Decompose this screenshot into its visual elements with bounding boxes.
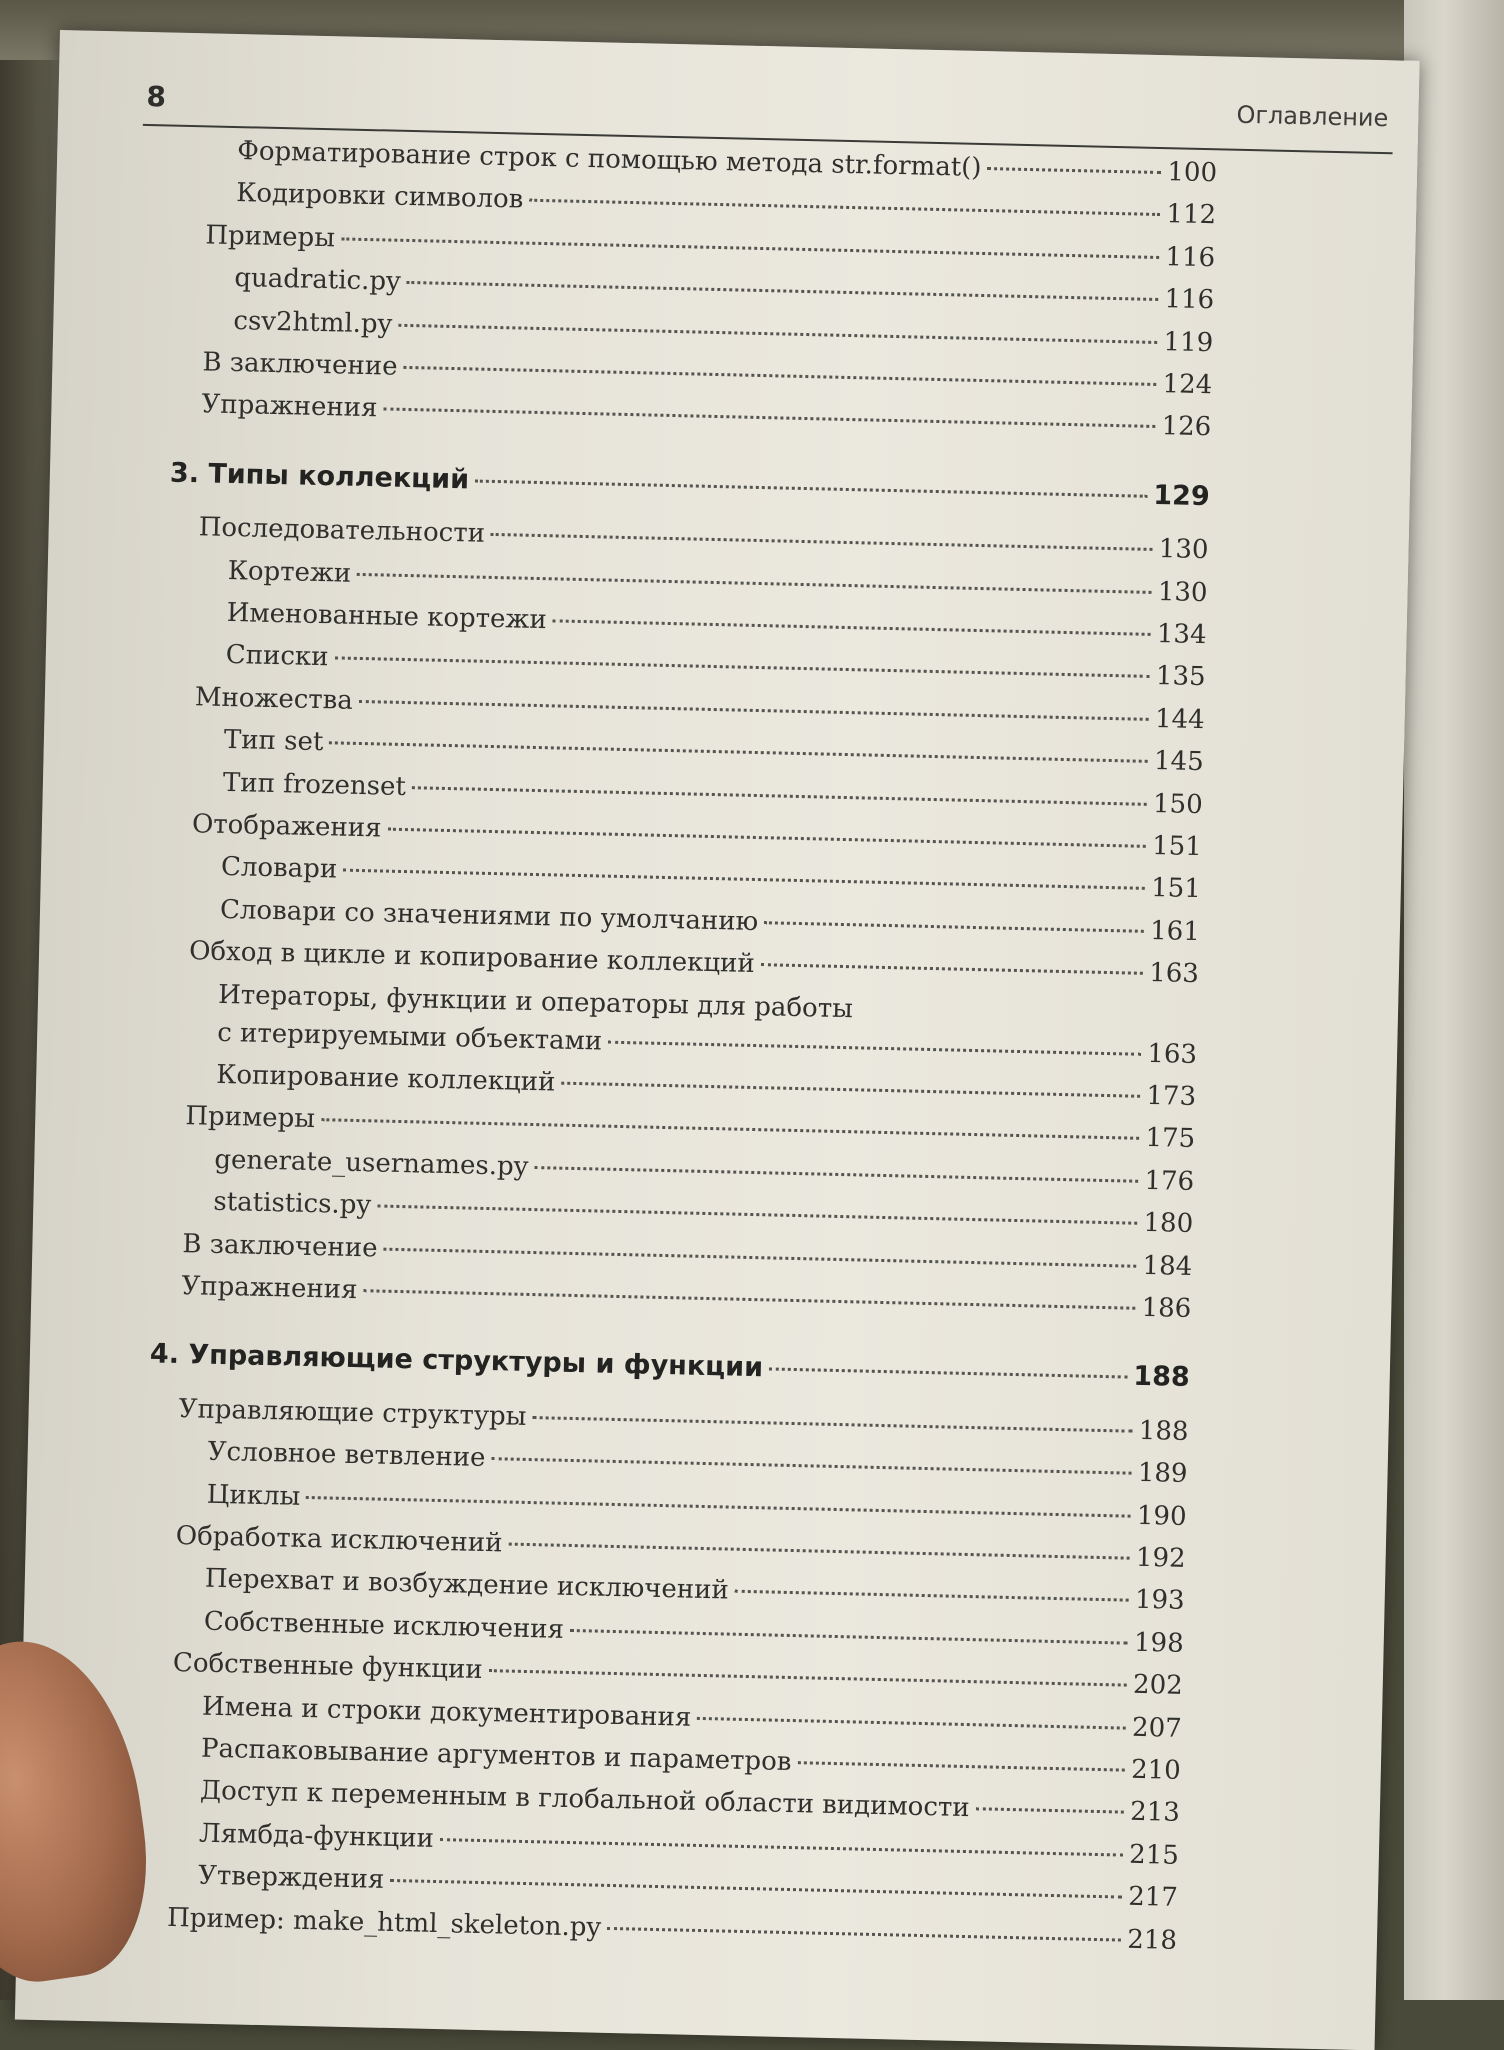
toc-entry-title: Имена и строки документирования bbox=[201, 1691, 692, 1733]
dot-leader bbox=[383, 408, 1155, 429]
toc-entry-title: Множества bbox=[194, 682, 354, 716]
toc-chapter bbox=[150, 1339, 1190, 1394]
toc-entry-page: 173 bbox=[1146, 1080, 1197, 1113]
toc-entry-title: statistics.py bbox=[213, 1186, 372, 1221]
toc-entry-title: Словари bbox=[220, 852, 338, 885]
toc-entry bbox=[226, 640, 1206, 692]
toc-entry-page: 180 bbox=[1143, 1208, 1194, 1240]
backdrop-right bbox=[1404, 0, 1504, 2000]
toc-entry-page: 188 bbox=[1132, 1361, 1191, 1394]
toc-entry-page: 129 bbox=[1153, 479, 1211, 512]
toc-entry-title: 3. Типы коллекций bbox=[169, 457, 470, 496]
toc-entry-title: Последовательности bbox=[198, 512, 486, 549]
toc-entry-title: Кодировки символов bbox=[235, 178, 524, 215]
toc-entry bbox=[200, 1776, 1180, 1828]
toc-entry-page: 161 bbox=[1149, 915, 1201, 947]
toc-entry bbox=[227, 556, 1207, 608]
toc-entry bbox=[206, 1479, 1186, 1531]
dot-leader bbox=[607, 1926, 1121, 1941]
dot-leader bbox=[491, 1457, 1131, 1475]
dot-leader bbox=[553, 619, 1151, 636]
dot-leader bbox=[403, 366, 1156, 386]
dot-leader bbox=[976, 1808, 1125, 1814]
book-page bbox=[15, 30, 1420, 2050]
toc-entry bbox=[205, 1564, 1185, 1616]
toc-entry-title: Управляющие структуры bbox=[178, 1393, 527, 1432]
toc-entry bbox=[223, 767, 1203, 819]
dot-leader bbox=[440, 1838, 1123, 1857]
dot-leader bbox=[357, 572, 1152, 593]
dot-leader bbox=[306, 1496, 1131, 1518]
toc-chapter bbox=[170, 457, 1210, 512]
toc-entry-title: Примеры bbox=[205, 220, 336, 254]
toc-entry-title: Примеры bbox=[185, 1101, 316, 1135]
toc-entry-page: 186 bbox=[1141, 1292, 1192, 1324]
toc-entry bbox=[234, 263, 1214, 315]
toc-entry-page: 213 bbox=[1129, 1797, 1181, 1829]
toc-entry bbox=[201, 1734, 1181, 1786]
toc-entry-title: Обработка исключений bbox=[175, 1521, 503, 1559]
toc-entry-page: 119 bbox=[1163, 326, 1214, 358]
toc-entry-title: Списки bbox=[225, 640, 329, 673]
dot-leader bbox=[377, 1205, 1138, 1225]
toc-entry-title: Форматирование строк с помощью метода str.format() bbox=[236, 136, 982, 183]
toc-entry-title: Обход в цикле и копирование коллекций bbox=[188, 936, 756, 980]
toc-entry bbox=[236, 178, 1216, 230]
dot-leader bbox=[343, 869, 1145, 890]
toc-entry-page: 151 bbox=[1151, 830, 1203, 863]
toc-entry-page: 210 bbox=[1130, 1754, 1182, 1786]
toc-entry-page: 192 bbox=[1135, 1542, 1186, 1574]
toc-entry-title: generate_usernames.py bbox=[214, 1144, 529, 1182]
dot-leader bbox=[769, 1368, 1127, 1379]
toc-entry-title: 4. Управляющие структуры и функции bbox=[149, 1338, 764, 1384]
toc-entry-title: Собственные функции bbox=[172, 1648, 484, 1686]
toc-entry-page: 163 bbox=[1147, 1038, 1198, 1070]
toc-entry-page: 218 bbox=[1126, 1924, 1178, 1956]
toc-entry-page: 184 bbox=[1142, 1250, 1193, 1282]
toc-entry-page: 151 bbox=[1150, 873, 1202, 905]
toc-entry bbox=[226, 598, 1206, 650]
toc-entry bbox=[167, 1903, 1177, 1956]
toc-entry-title: Доступ к переменным в глобальной области видимости bbox=[199, 1776, 970, 1824]
toc-entry bbox=[198, 1861, 1178, 1913]
dot-leader bbox=[363, 1289, 1135, 1310]
toc-entry bbox=[221, 852, 1201, 904]
dot-leader bbox=[341, 237, 1160, 259]
dot-leader bbox=[761, 963, 1144, 975]
toc-entry-page: 193 bbox=[1134, 1585, 1185, 1617]
toc-entry bbox=[237, 136, 1217, 188]
toc-entry-title: Тип set bbox=[223, 725, 324, 758]
toc-entry-title: quadratic.py bbox=[234, 263, 402, 297]
toc-entry-page: 176 bbox=[1144, 1165, 1195, 1197]
toc-entry-title: Циклы bbox=[206, 1479, 301, 1512]
toc-entry bbox=[220, 895, 1200, 947]
dot-leader bbox=[534, 1166, 1138, 1183]
dot-leader bbox=[407, 281, 1159, 301]
toc-entry-page: 144 bbox=[1154, 703, 1205, 735]
toc-entry-title: Перехват и возбуждение исключений bbox=[204, 1564, 730, 1606]
dot-leader bbox=[387, 828, 1146, 848]
dot-leader bbox=[764, 921, 1144, 933]
dot-leader bbox=[412, 786, 1147, 806]
dot-leader bbox=[735, 1590, 1129, 1602]
toc-entry bbox=[213, 1187, 1193, 1239]
toc-entry bbox=[199, 1818, 1179, 1870]
dot-leader bbox=[608, 1040, 1141, 1055]
toc-entry-title: Упражнения bbox=[201, 389, 378, 424]
toc-entry-title: Копирование коллекций bbox=[215, 1059, 556, 1098]
toc-entry-page: 163 bbox=[1148, 958, 1200, 990]
running-head: Оглавление bbox=[1236, 100, 1389, 133]
toc-entry-page: 202 bbox=[1132, 1669, 1184, 1702]
dot-leader bbox=[398, 323, 1157, 343]
toc-entry-title: Итераторы, функции и операторы для работы bbox=[217, 979, 854, 1024]
dot-leader bbox=[321, 1119, 1140, 1141]
toc-entry-title: В заключение bbox=[202, 347, 398, 382]
toc-entry-page: 145 bbox=[1153, 746, 1205, 778]
toc-entry-title: Словари со значениями по умолчанию bbox=[219, 894, 759, 937]
toc-entry-title: Пример: make_html_skeleton.py bbox=[166, 1902, 602, 1943]
toc-entry-page: 217 bbox=[1127, 1881, 1179, 1914]
toc-entry-page: 100 bbox=[1167, 157, 1218, 189]
dot-leader bbox=[383, 1247, 1136, 1267]
toc-entry-page: 198 bbox=[1133, 1627, 1185, 1659]
toc-entry-page: 135 bbox=[1155, 661, 1206, 693]
toc-entry-page: 116 bbox=[1165, 241, 1216, 274]
dot-leader bbox=[359, 700, 1149, 721]
toc-entry bbox=[202, 1691, 1182, 1743]
toc-entry-title: Лямбда-функции bbox=[198, 1818, 435, 1854]
dot-leader bbox=[390, 1879, 1122, 1899]
toc-entry-page: 130 bbox=[1157, 576, 1208, 608]
dot-leader bbox=[508, 1543, 1130, 1560]
dot-leader bbox=[329, 741, 1148, 763]
toc-entry-title: с итерируемыми объектами bbox=[216, 1017, 603, 1057]
table-of-contents bbox=[15, 30, 1420, 2050]
toc-entry-page: 207 bbox=[1131, 1712, 1183, 1744]
toc-entry bbox=[204, 1606, 1184, 1658]
dot-leader bbox=[987, 167, 1161, 174]
toc-entry-page: 190 bbox=[1136, 1500, 1187, 1532]
dot-leader bbox=[561, 1082, 1140, 1098]
toc-entry bbox=[214, 1145, 1194, 1197]
toc-entry-page: 126 bbox=[1161, 411, 1212, 443]
toc-entry bbox=[233, 306, 1213, 358]
dot-leader bbox=[697, 1716, 1126, 1729]
toc-entry-title: Распаковывание аргументов и параметров bbox=[200, 1733, 792, 1778]
toc-entry-title: Собственные исключения bbox=[203, 1606, 565, 1645]
toc-entry-title: Тип frozenset bbox=[222, 767, 407, 802]
toc-entry-page: 116 bbox=[1164, 284, 1215, 316]
dot-leader bbox=[570, 1629, 1128, 1645]
dot-leader bbox=[532, 1416, 1133, 1433]
toc-entry bbox=[181, 1271, 1191, 1324]
toc-entry-title: В заключение bbox=[182, 1228, 378, 1264]
toc-entry-title: Отображения bbox=[191, 809, 382, 844]
toc-entry bbox=[224, 725, 1204, 777]
toc-entry-page: 150 bbox=[1152, 788, 1204, 820]
toc-entry bbox=[207, 1437, 1187, 1489]
dot-leader bbox=[529, 199, 1160, 216]
toc-entry-page: 134 bbox=[1156, 619, 1207, 651]
toc-entry-page: 130 bbox=[1158, 534, 1209, 566]
toc-entry-page: 112 bbox=[1166, 199, 1217, 231]
toc-entry-page: 188 bbox=[1138, 1415, 1189, 1447]
dot-leader bbox=[334, 657, 1150, 679]
toc-entry-title: Условное ветвление bbox=[207, 1436, 486, 1474]
toc-entry-title: Кортежи bbox=[227, 555, 352, 589]
toc-entry-page: 175 bbox=[1145, 1123, 1196, 1155]
dot-leader bbox=[491, 533, 1153, 551]
dot-leader bbox=[797, 1761, 1125, 1771]
toc-entry bbox=[201, 390, 1211, 443]
toc-entry-page: 124 bbox=[1162, 369, 1213, 401]
dot-leader bbox=[475, 479, 1147, 497]
toc-entry-page: 189 bbox=[1137, 1458, 1188, 1490]
toc-entry-page: 215 bbox=[1128, 1839, 1180, 1871]
toc-entry-title: Утверждения bbox=[197, 1860, 385, 1896]
dot-leader bbox=[489, 1669, 1127, 1686]
toc-entry-title: Именованные кортежи bbox=[226, 597, 548, 636]
toc-entry-title: csv2html.py bbox=[233, 305, 393, 340]
page-number: 8 bbox=[146, 79, 167, 114]
toc-entry-title: Упражнения bbox=[181, 1271, 358, 1306]
toc-entry bbox=[216, 1060, 1196, 1112]
